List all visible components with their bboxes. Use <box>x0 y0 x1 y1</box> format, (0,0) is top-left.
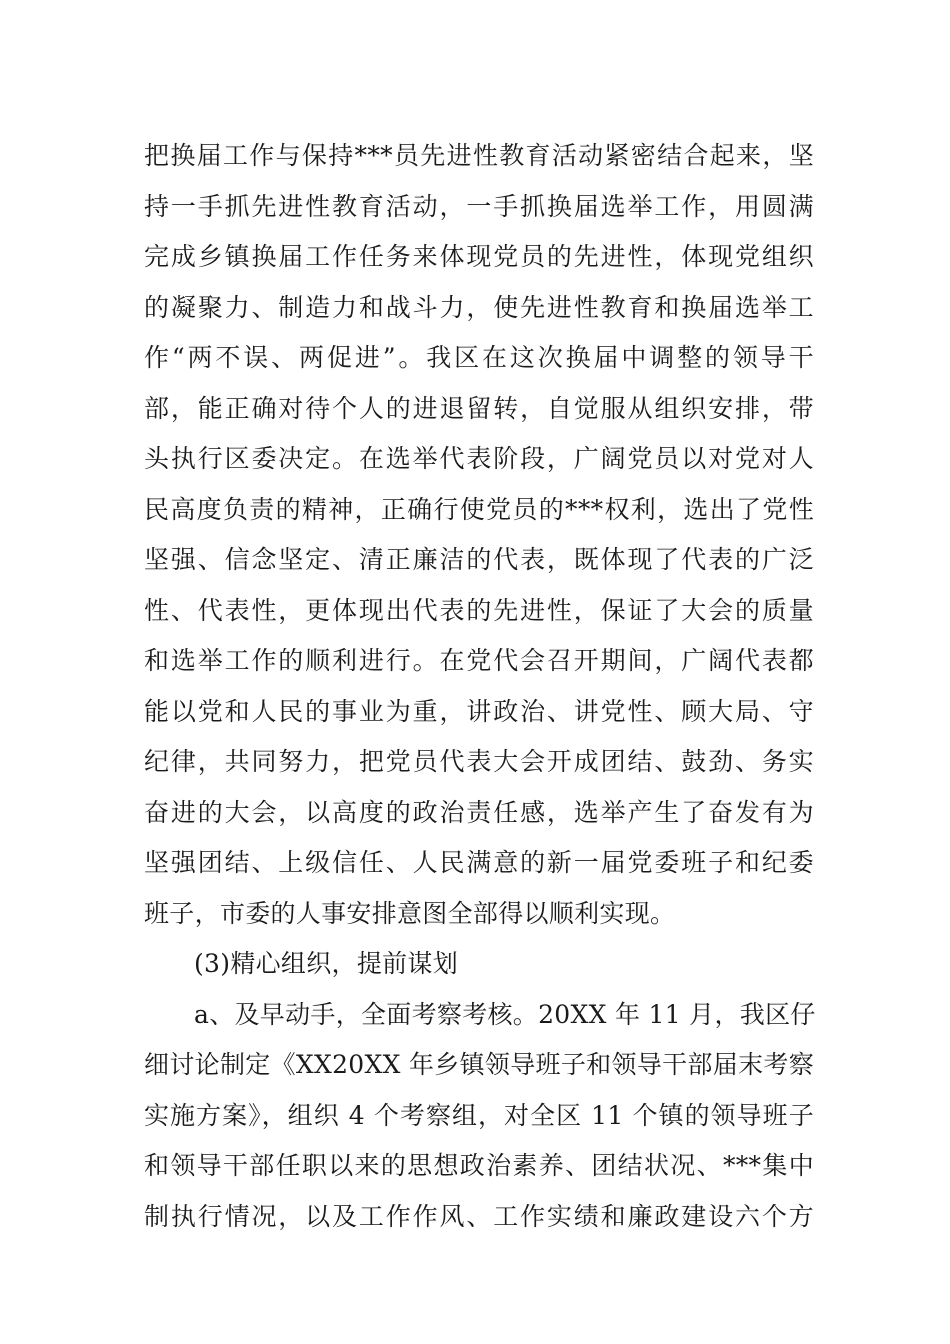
text-line: 部，能正确对待个人的进退留转，自觉服从组织安排，带 <box>144 393 814 423</box>
text-line: 奋进的大会，以高度的政治责任感，选举产生了奋发有为 <box>144 797 814 827</box>
text-line: 制执行情况，以及工作作风、工作实绩和廉政建设六个方 <box>144 1201 814 1231</box>
text-line: 的凝聚力、制造力和战斗力，使先进性教育和换届选举工 <box>144 292 814 322</box>
text-line: 细讨论制定《XX20XX 年乡镇领导班子和领导干部届末考察 <box>144 1050 814 1079</box>
text-line: 把换届工作与保持***员先进性教育活动紧密结合起来，坚 <box>144 141 814 170</box>
text-line: 性、代表性，更体现出代表的先进性，保证了大会的质量 <box>144 595 814 625</box>
text-line: 民高度负责的精神，正确行使党员的***权利，选出了党性 <box>144 494 814 524</box>
text-line: a、及早动手，全面考察考核。20XX 年 11 月，我区仔 <box>194 999 816 1029</box>
text-line: 能以党和人民的事业为重，讲政治、讲党性、顾大局、守 <box>144 696 814 726</box>
text-line: 作“两不误、两促进”。我区在这次换届中调整的领导干 <box>144 343 814 372</box>
text-line: 和选举工作的顺利进行。在党代会召开期间，广阔代表都 <box>144 646 814 675</box>
text-line: 持一手抓先进性教育活动，一手抓换届选举工作，用圆满 <box>144 191 814 221</box>
text-line: 坚强团结、上级信任、人民满意的新一届党委班子和纪委 <box>144 848 814 877</box>
text-line: 坚强、信念坚定、清正廉洁的代表，既体现了代表的广泛 <box>144 545 814 574</box>
text-line: 和领导干部任职以来的思想政治素养、团结状况、***集中 <box>144 1151 814 1180</box>
section-heading: (3)精心组织，提前谋划 <box>194 949 459 978</box>
text-line: 头执行区委决定。在选举代表阶段，广阔党员以对党对人 <box>144 444 814 473</box>
text-line: 纪律，共同努力，把党员代表大会开成团结、鼓劲、务实 <box>144 747 814 776</box>
text-line: 完成乡镇换届工作任务来体现党员的先进性，体现党组织 <box>144 242 814 271</box>
text-line: 班子，市委的人事安排意图全部得以顺利实现。 <box>144 898 676 928</box>
body-text <box>144 131 814 1242</box>
text-line: 实施方案》，组织 4 个考察组，对全区 11 个镇的领导班子 <box>144 1100 814 1130</box>
